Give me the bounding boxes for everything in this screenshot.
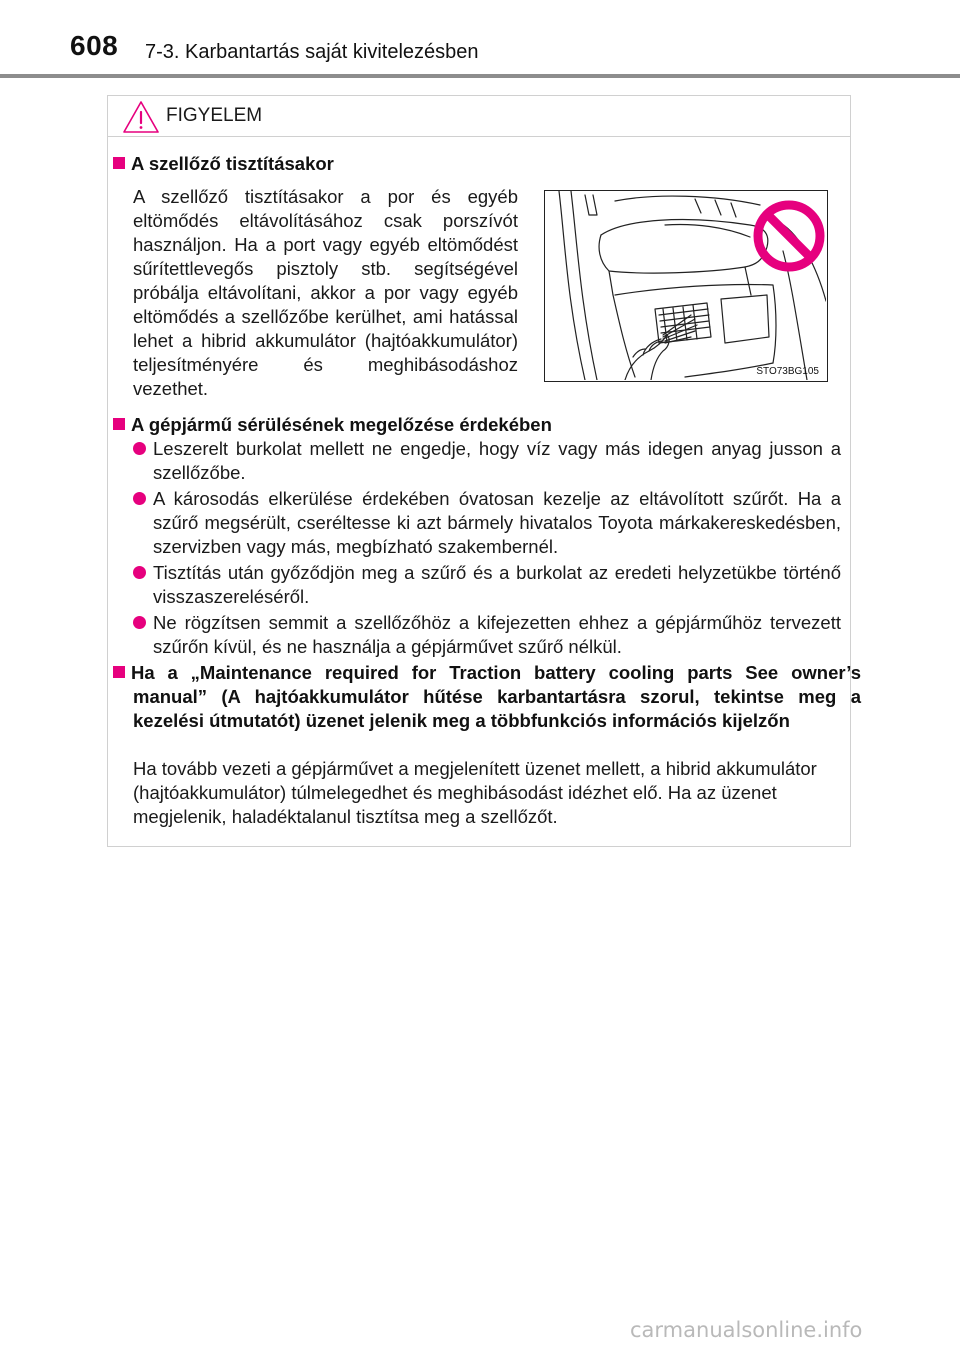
section-heading-maintenance-message xyxy=(113,661,861,733)
bullet-dot-icon xyxy=(133,616,146,629)
list-item-text: Ne rögzítsen semmit a szellőzőhöz a kifejezetten ehhez a gépjárműhöz tervezett szűrőn kívül, és ne használja a gépjárművet szűrő nélkül. xyxy=(153,612,841,657)
section-heading-text: Ha a „Maintenance required for Traction battery cooling parts See owner’s manual” (A hajtóakkumulátor hűtése karbantartásra szorul, tekintse meg a kezelési útmutatót) üzenet jelenik meg a többfunkciós információs kijelzőn xyxy=(131,662,861,731)
page-number: 608 xyxy=(70,30,119,61)
square-bullet-icon xyxy=(113,418,125,430)
illustration-code: STO73BG105 xyxy=(756,366,819,377)
chapter-title: 7-3. Karbantartás saját kivitelezésben xyxy=(145,41,479,63)
watermark: carmanualsonline.info xyxy=(630,1318,863,1342)
bullet-dot-icon xyxy=(133,566,146,579)
square-bullet-icon xyxy=(113,157,125,169)
list-item-text: A károsodás elkerülése érdekében óvatosan kezelje az eltávolított szűrőt. Ha a szűrő megsérült, cseréltesse ki azt bármely hivatalos Toyota márkakereskedésben, szervizben vagy más, megbízható szakembernél. xyxy=(153,488,841,557)
list-item xyxy=(153,561,841,609)
square-bullet-icon xyxy=(113,666,125,678)
warning-triangle-icon xyxy=(122,100,160,134)
section-heading-damage-prevention xyxy=(113,413,833,437)
section-heading-text: A szellőző tisztításakor xyxy=(131,153,334,174)
list-item xyxy=(153,437,841,485)
warning-header xyxy=(108,96,850,137)
section-heading-text: A gépjármű sérülésének megelőzése érdekében xyxy=(131,414,552,435)
list-item xyxy=(153,487,841,559)
header-rule xyxy=(0,74,960,78)
section-heading-vent-cleaning xyxy=(113,152,833,176)
prohibition-icon xyxy=(752,199,826,273)
list-item-text: Tisztítás után győződjön meg a szűrő és a burkolat az eredeti helyzetükbe történő visszaszereléséről. xyxy=(153,562,841,607)
list-item-text: Leszerelt burkolat mellett ne engedje, hogy víz vagy más idegen anyag jusson a szellőzőbe. xyxy=(153,438,841,483)
list-item xyxy=(153,611,841,659)
bullet-dot-icon xyxy=(133,442,146,455)
maintenance-message-paragraph: Ha tovább vezeti a gépjárművet a megjelenített üzenet mellett, a hibrid akkumulátor (hajtóakkumulátor) túlmelegedhet és meghibásodást idézhet elő. Ha az üzenet megjelenik, haladéktalanul tisztítsa meg a szellőzőt. xyxy=(133,758,817,827)
vent-cleaning-paragraph: A szellőző tisztításakor a por és egyéb eltömődés eltávolításához csak porszívót használjon. Ha a port vagy egyéb eltömődést sűrítettlevegős pisztoly stb. segítségével próbálja eltávolítani, akkor a por vagy egyéb eltömődés a szellőzőbe kerülhet, ami hatással lehet a hibrid akkumulátor (hajtóakkumulátor) teljesítményére és meghibásodáshoz vezethet. xyxy=(133,186,518,399)
warning-label: FIGYELEM xyxy=(166,105,263,126)
bullet-dot-icon xyxy=(133,492,146,505)
vent-cleaning-illustration xyxy=(544,190,828,382)
page-header xyxy=(0,0,960,80)
